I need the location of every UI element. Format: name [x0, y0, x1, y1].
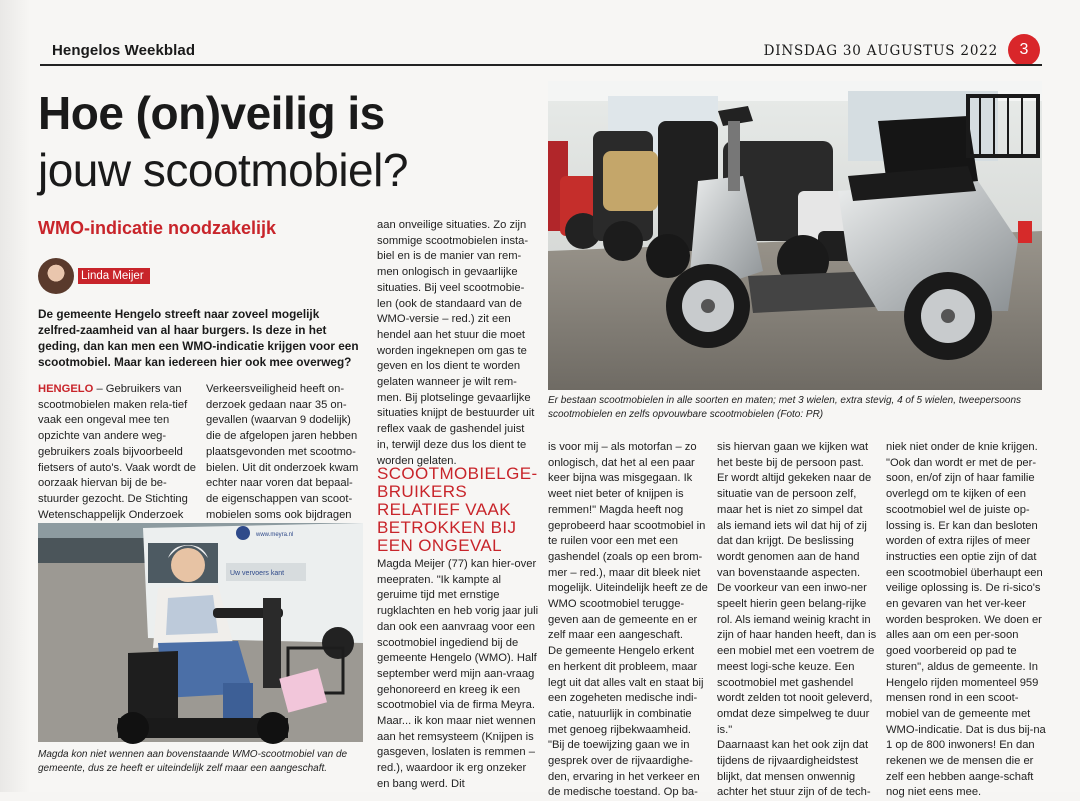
- column-text: is voor mij – als motorfan – zo onlogisch, dat het al een paar keer bijna was misgegaan. Ik weet niet beter of knijpen is remmen!" Magda heeft nog geprobeerd haar scootmobiel in te ruilen voor een met een gashendel (zoals op een brom-mer – red.), maar dit bleek niet mogelijk. Uiteindelijk heeft ze de WMO scootmobiel terugge-geven aan de gemeente en er zelf maar een aangeschaft.: [548, 441, 708, 642]
- lead-paragraph: De gemeente Hengelo streeft naar zoveel mogelijk zelfred-zaamheid van al haar burgers. Is deze in het geding, dan kan men een WMO-indicatie krijgen voor een scootmobiel. Maar kan iedereen hier ook mee overweg?: [38, 307, 359, 369]
- column-text: sis hiervan gaan we kijken wat het beste bij de persoon past. Er wordt altijd gekeken naar de situatie van de persoon zelf, maar het is niet zo simpel dat als iemand iets wil dat hij of zij dat dan krijgt. De beslissing wordt genomen aan de hand van bovenstaande aspecten. De voorkeur van een inwo-ner speelt hierin geen belang-rijke rol. Als iemand weinig kracht in zijn of haar handen heeft, dan is een mobiel met een voetrem de meest logi-sche keuze. Een scootmobiel met gashendel wordt zelden tot nooit geleverd, omdat deze simpelweg te duur is.": [717, 441, 877, 736]
- scootmobiel-showroom-photo: [548, 81, 1042, 390]
- article-column-6: [886, 440, 1046, 801]
- newspaper-name: Hengelos Weekblad: [52, 42, 196, 59]
- headline-line-2: jouw scootmobiel?: [38, 144, 408, 196]
- author-avatar: [38, 258, 74, 294]
- column-text: De gemeente Hengelo erkent en herkent dit probleem, maar legt uit dat alles valt en staat bij een zogeheten medische indi-catie, natuurlijk in combinatie met genoeg rijbekwaamheid.: [548, 645, 704, 736]
- magda-scootmobiel-photo: [38, 523, 363, 742]
- column-text: Verkeersveiligheid heeft on-derzoek gedaan naar 35 on-gevallen (waarvan 9 dodelijk) die de afgelopen jaren hebben plaatsgevonden met scootmo-bielen. Uit dit onderzoek kwam echter naar voren dat bepaal-de eigenschappen van scoot-mobielen soms ook bijdragen: [206, 383, 359, 521]
- photo-2-caption: Magda kon niet wennen aan bovenstaande WMO-scootmobiel van de gemeente, dus ze heeft er uiteindelijk zelf maar een aangeschaft.: [38, 749, 348, 774]
- column-text: aan onveilige situaties. Zo zijn sommige scootmobielen insta-biel en is de manier van rem-men onlogisch in gevaarlijke situaties. Bij veel scootmobie-len (ook de standaard van de WMO-versie – red.) zit een hendel aan het stuur die moet worden ingeknepen om gas te geven en los dient te worden gelaten wanneer je wilt rem-men. Bij plotselinge gevaarlijke situaties knijpt de bestuurder uit reflex vaak de gashendel juist in, terwijl deze dus los dient te worden gelaten.: [377, 219, 535, 467]
- header-rule: [40, 64, 1042, 66]
- dateline: HENGELO: [38, 383, 94, 395]
- sign-lettering: Uw vervoers kant: [230, 570, 285, 577]
- article-column-1: [38, 382, 196, 523]
- author-byline: Linda Meijer: [78, 268, 150, 284]
- column-text: "Bij de toewijzing gaan we in gesprek over de rijvaardighe-den, ervaring in het verkeer en de medische toestand. Op ba-: [548, 739, 700, 799]
- article-column-3b: [377, 557, 539, 793]
- column-text: – Gebruikers van scootmobielen maken rela-tief vaak een ongeval mee ten opzichte van andere weg-gebruikers zoals bijvoorbeeld fietsers of auto's. Vaak wordt de oorzaak hiervan bij de be-stuurder gezocht. De Stichting Wetenschappelijk Onderzoek: [38, 383, 197, 521]
- subheadline: WMO-indicatie noodzakelijk: [38, 218, 277, 238]
- column-text: Daarnaast kan het ook zijn dat tijdens de rijvaardigheidstest blijkt, dat mensen onwennig achter het stuur zijn of de tech-: [717, 739, 871, 799]
- van-lettering: www.meyra.nl: [256, 532, 294, 538]
- showroom-illustration: [548, 81, 1042, 390]
- page-number-badge: 3: [1008, 34, 1040, 66]
- column-text: Magda Meijer (77) kan hier-over meepraten. "Ik kampte al geruime tijd met ernstige rugklachten en heb vorig jaar juli dan ook een aanvraag voor een scootmobiel ingediend bij de gemeente Hengelo (WMO). Half september werd mijn aan-vraag gehonoreerd en kreeg ik een scootmobiel via de firma Meyra. Maar... ik kon maar niet wennen aan het remsysteem (Knijpen is gasgeven, loslaten is remmen – red.), waardoor ik erg onzeker en bang werd. Dit: [377, 558, 539, 790]
- headline-line-1: Hoe (on)veilig is: [38, 87, 385, 139]
- photo-1-caption: Er bestaan scootmobielen in alle soorten en maten; met 3 wielen, extra stevig, 4 of 5 wielen, tweepersoons scootmobielen en zelfs opvouwbare scootmobielen (Foto: PR): [548, 395, 1022, 420]
- woman-scooter-illustration: [38, 523, 363, 742]
- article-column-4: [548, 440, 708, 801]
- intertitle: SCOOTMOBIELGE-BRUIKERS RELATIEF VAAK BETROKKEN BIJ EEN ONGEVAL: [377, 464, 538, 555]
- column-text: niek niet onder de knie krijgen. "Ook dan wordt er met de per-soon, en/of zijn of haar familie overlegd om te kijken of een scootmobiel wel de juiste op-lossing is. Er kan dan besloten worden of extra rijles of meer instructies een optie zijn of dat een scootmobiel überhaupt een veilige oplossing is. De ri-sico's en gevaren van het ver-keer worden besproken. We doen er alles aan om een per-soon goed voorbereid op pad te sturen", aldus de gemeente. In Hengelo rijden momenteel 959 mensen rond in een scoot-mobiel van de gemeente met WMO-indicatie. Dat is dus bij-na 1 op de 800 inwoners! En dan rekenen we de mensen die er zelf een hebben aange-schaft nog niet eens mee.: [886, 441, 1046, 799]
- article-column-2: [206, 382, 364, 523]
- issue-date: DINSDAG 30 AUGUSTUS 2022: [763, 43, 998, 59]
- article-column-5: [717, 440, 877, 801]
- article-column-3: [377, 218, 539, 469]
